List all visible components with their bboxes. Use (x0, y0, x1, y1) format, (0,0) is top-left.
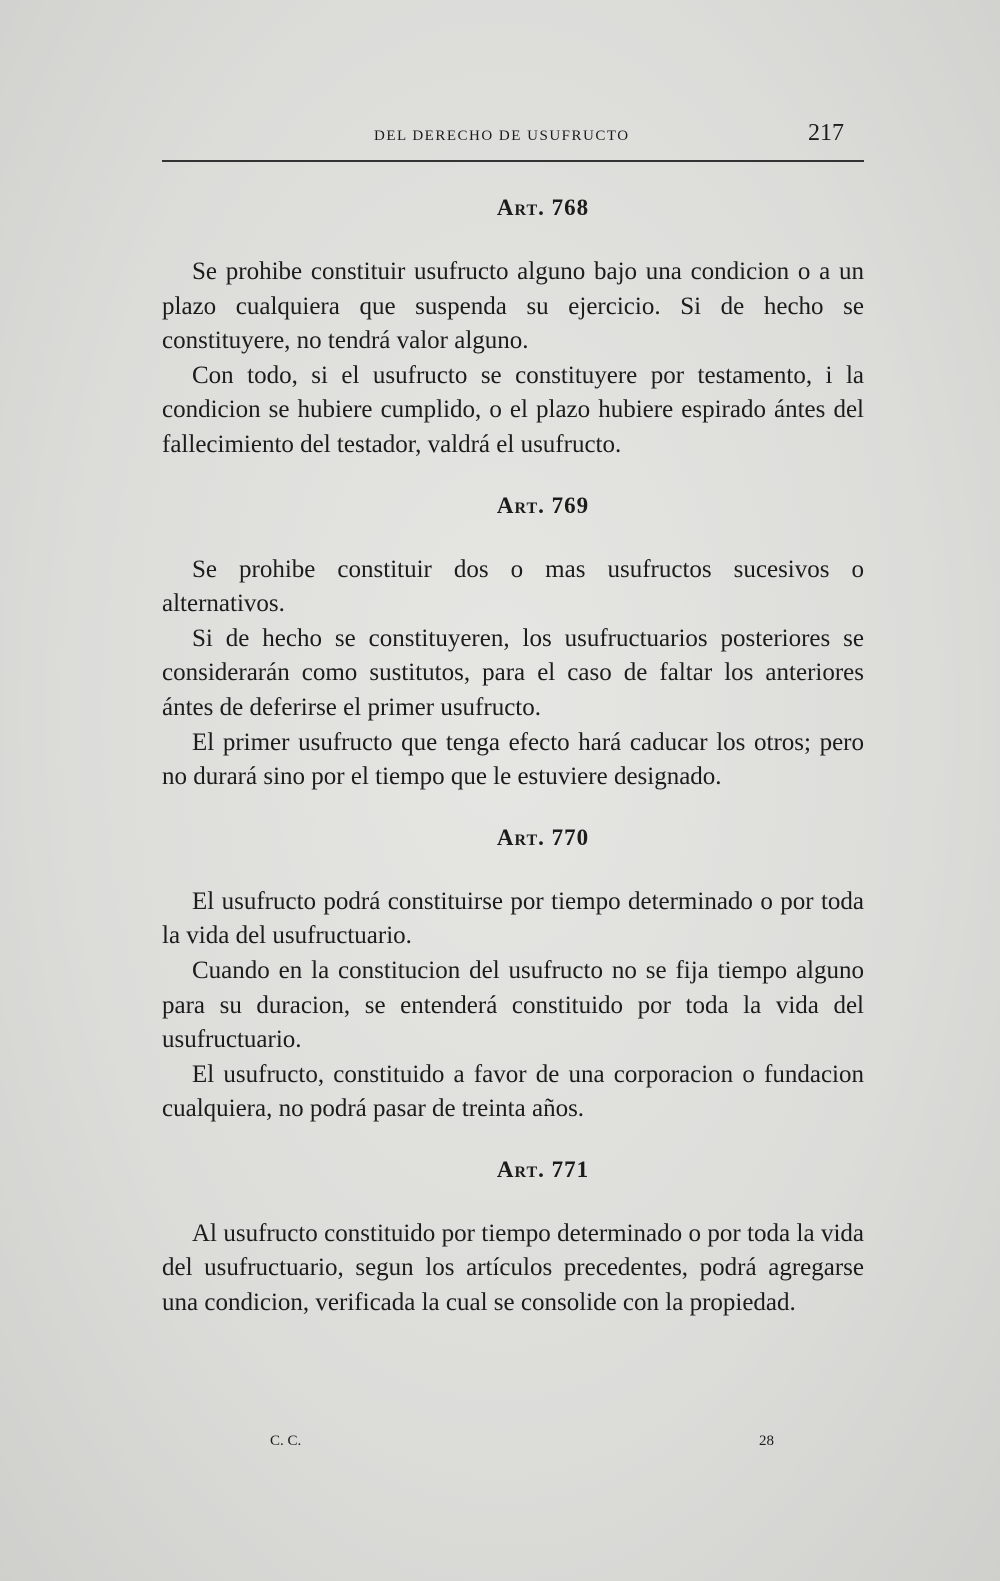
article-heading-prefix: Art. (496, 195, 545, 220)
article-heading-prefix: Art. (496, 1156, 545, 1182)
article-768 (162, 195, 864, 463)
article-heading-number: 769 (551, 492, 590, 518)
paragraph: Cuando en la constitucion del usufructo no se fija tiempo alguno para su duracion, se entenderá constituido por toda la vida del usufructuario. (162, 956, 864, 1054)
article-heading-prefix: Art. (496, 492, 545, 518)
paragraph: El usufructo, constituido a favor de una corporacion o fundacion cualquiera, no podrá pasar de treinta años. (162, 1060, 864, 1123)
article-heading-number: 768 (551, 195, 590, 220)
article-770 (162, 825, 864, 1127)
page-number: 217 (808, 120, 844, 146)
paragraph: Con todo, si el usufructo se constituyere por testamento, i la condicion se hubiere cumplido, o el plazo hubiere espirado ántes del fallecimiento del testador, valdrá el usufructo. (162, 361, 864, 458)
article-heading-number: 770 (551, 824, 590, 850)
article-heading (162, 493, 864, 519)
paragraph: Se prohibe constituir usufructo alguno bajo una condicion o a un plazo cualquiera que suspenda su ejercicio. Si de hecho se constituyere, no tendrá valor alguno. (162, 258, 864, 355)
page-header (162, 120, 864, 162)
paragraph: Se prohibe constituir dos o mas usufructos sucesivos o alternativos. (162, 555, 864, 618)
page-body (162, 195, 864, 1321)
paragraph: Al usufructo constituido por tiempo determinado o por toda la vida del usufructuario, segun los artículos precedentes, podrá agregarse una condicion, verificada la cual se consolide con la propiedad. (162, 1219, 864, 1317)
paragraph: El primer usufructo que tenga efecto hará caducar los otros; pero no durará sino por el tiempo que le estuviere designado. (162, 728, 864, 791)
article-heading-number: 771 (551, 1156, 590, 1182)
article-heading-prefix: Art. (496, 824, 545, 850)
article-heading (162, 825, 864, 851)
article-771 (162, 1157, 864, 1321)
article-769 (162, 493, 864, 795)
footer-sheet-number: 28 (759, 1433, 774, 1449)
running-head: DEL DERECHO DE USUFRUCTO (374, 128, 630, 144)
footer-signature: C. C. (270, 1433, 302, 1449)
article-heading (162, 1157, 864, 1183)
article-heading (162, 195, 864, 221)
paragraph: El usufructo podrá constituirse por tiempo determinado o por toda la vida del usufructuario. (162, 887, 864, 950)
paragraph: Si de hecho se constituyeren, los usufructuarios posteriores se considerarán como sustitutos, para el caso de faltar los anteriores ántes de deferirse el primer usufructo. (162, 624, 864, 721)
